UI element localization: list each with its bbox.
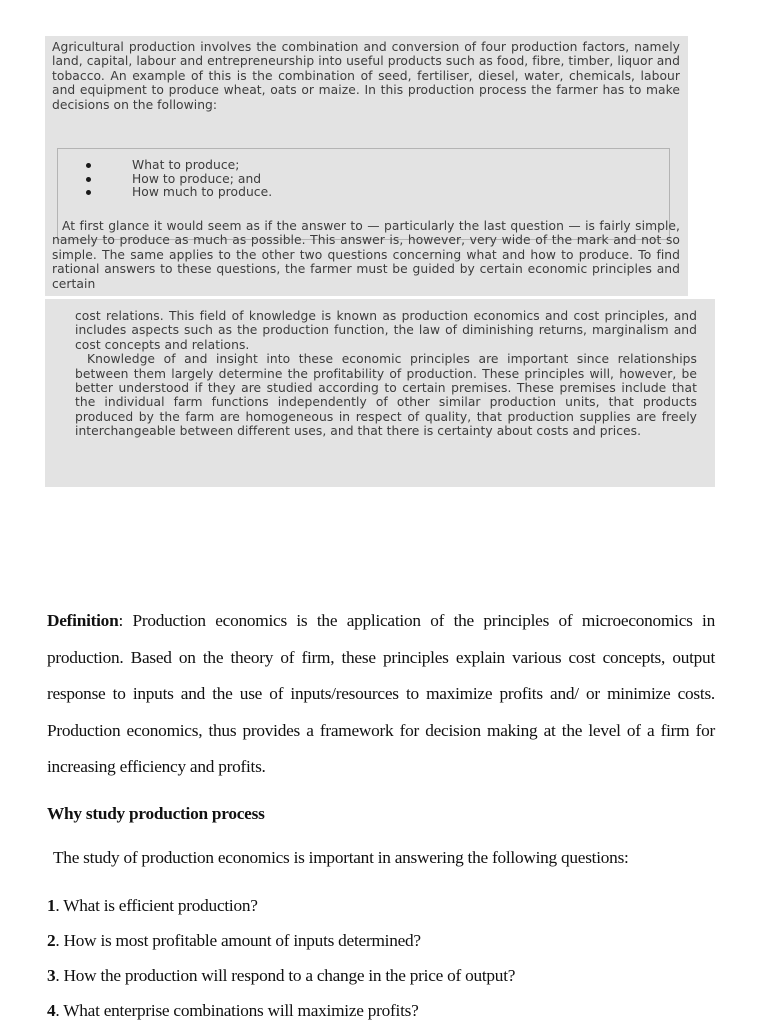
intro-paragraph: Agricultural production involves the combination and conversion of four production factors, namely land, capital, labour and entrepreneurship into useful products such as food, fibre, timber, liquor and tobacco. An example of this is the combination of seed, fertiliser, diesel, water, chemicals, labour and equipment to produce wheat, oats or maize. In this production process the farmer has to make decisions on the following: — [52, 40, 680, 112]
continuation-text — [75, 309, 697, 439]
knowledge-paragraph: Knowledge of and insight into these economic principles are important since relationships between them largely determine the profitability of production. These principles will, however, be better understood if they are studied according to certain premises. These premises include that the individual farm functions independently of other similar production units, that products produced by the farm are homogeneous in respect of quality, that production supplies are freely interchangeable between different uses, and that there is certainty about costs and prices. — [75, 352, 697, 439]
decision-bullet-list — [86, 159, 272, 200]
decision-bullet-item: What to produce; — [86, 159, 272, 173]
question-item: 3. How the production will respond to a change in the price of output? — [47, 966, 516, 985]
bullet-dot-icon — [86, 177, 91, 182]
questions-list — [47, 888, 515, 1028]
definition-text: : Production economics is the application of the principles of microeconomics in production. Based on the theory of firm, these principles explain various cost concepts, output response to inputs and the use of inputs/resources to maximize profits and/ or minimize costs. Production economics, thus provides a framework for decision making at the level of a firm for increasing efficiency and profits. — [47, 611, 715, 777]
definition-label: Definition — [47, 611, 119, 630]
scanned-excerpt-top — [45, 36, 688, 296]
decision-bullet-item: How to produce; and — [86, 173, 272, 187]
why-study-heading: Why study production process — [47, 804, 265, 823]
definition-paragraph — [47, 603, 715, 786]
question-item: 4. What enterprise combinations will maximize profits? — [47, 1001, 419, 1020]
question-item: 2. How is most profitable amount of inputs determined? — [47, 931, 421, 950]
decision-bullet-item: How much to produce. — [86, 186, 272, 200]
scanned-excerpt-bottom — [45, 299, 715, 487]
after-bullets-paragraph: At first glance it would seem as if the answer to — particularly the last question — is fairly simple, namely to produce as much as possible. This answer is, however, very wide of the mark and not so simple. The same applies to the other two questions concerning what and how to produce. To find rational answers to these questions, the farmer must be guided by certain economic principles and certain — [52, 219, 680, 291]
continuation-paragraph: cost relations. This field of knowledge is known as production economics and cost principles, and includes aspects such as the production function, the law of diminishing returns, marginalism and cost concepts and relations. — [75, 309, 697, 352]
study-intro-text: The study of production economics is important in answering the following questions: — [53, 848, 629, 867]
question-item: 1. What is efficient production? — [47, 896, 258, 915]
bullet-dot-icon — [86, 190, 91, 195]
bullet-dot-icon — [86, 163, 91, 168]
